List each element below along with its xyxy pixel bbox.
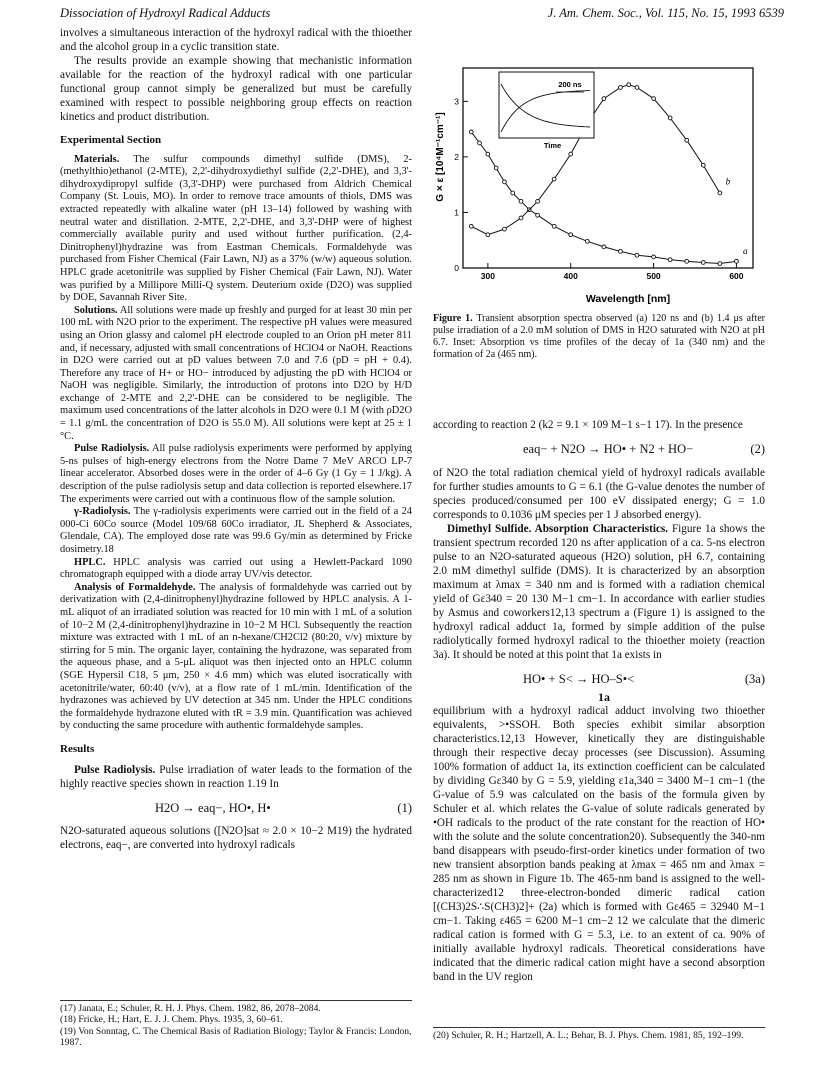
right-cont-paragraph: according to reaction 2 (k2 = 9.1 × 109 M−1 s−1 17). In the presence (433, 419, 743, 431)
inset-time-label: Time (543, 141, 562, 150)
left-column (60, 26, 412, 852)
equation-3a-label: 1a (598, 690, 610, 705)
curve-a-label: a (743, 246, 748, 257)
running-header-right: J. Am. Chem. Soc., Vol. 115, No. 15, 1993 6539 (547, 6, 784, 20)
equilibrium-paragraph: equilibrium with a hydroxyl radical adduct involving two thioether equivalents, >•SSOH. Both species exhibit similar absorption characteristics.12,13 However, kinetically they are distinguishable through their respective decay processes (see Discussion). Assuming 100% formation of adduct 1a, its extinction coefficient can be calculated by dividing Gε340 by G = 5.9, yielding ε1a,340 = 3400 M−1 cm−1 (the G-value of 5.9 was calculated on the basis of the formula given by Schuler et al. which relates the G-value of solute radicals generated by •OH radicals to the product of the rate constant for the reaction of HO• with the solute and the solute concentration20). Subsequently the 340-nm band disappears with pseudo-first-order kinetics under formation of two new transient absorption bands peaking at λmax = 465 nm and λmax = 285 nm as shown in Figure 1b. The 465-nm band is assigned to the well-characterized12 three-electron-bonded dimeric radical cation [(CH3)2S∴S(CH3)2]+ (2a) which is formed with Gε465 = 32940 M−1 cm−1. Taking ε465 = 6200 M−1 cm−2 12 we calculate that the dimeric radical cation is formed with G = 5.3, i.e. to an extent of ca. 90% of initially available hydroxyl radicals. Theoretical considerations have indicated that the dimeric radical cation might have a second absorption band in the UV region (433, 704, 765, 983)
data-point-a (668, 258, 672, 262)
footnotes-right (433, 1027, 765, 1041)
data-point-b (635, 86, 639, 90)
data-point-b (569, 152, 573, 156)
figure-1-chart (433, 62, 765, 307)
equation-1 (60, 802, 412, 815)
footnote-18: (18) Fricke, H.; Hart, E. J. J. Chem. Phys. 1935, 3, 60–61. (60, 1014, 283, 1026)
experimental-heading: Experimental Section (60, 134, 162, 146)
pulse-text: All pulse radiolysis experiments were performed by applying 5-ns pulses of high-energy electrons from the Notre Dame 7 MeV ARCO LP-7 linear accelerator. Absorbed doses were in the order of 4–6 Gy (1 Gy = 1 J/kg). A description of the pulse radiolysis setup and data collection is reported elsewhere.17 The experiments were carried out with a continuous flow of the sample solution. (60, 443, 412, 505)
y-tick-label: 2 (454, 151, 459, 162)
data-point-b (668, 116, 672, 120)
data-point-b (469, 224, 473, 228)
data-point-b (619, 86, 623, 90)
hplc-head: HPLC. (74, 556, 106, 568)
data-point-b (652, 97, 656, 101)
data-point-b (486, 233, 490, 237)
pulse-paragraph (60, 443, 412, 506)
data-point-a (635, 253, 639, 257)
intro-paragraph-2: The results provide an example showing that mechanistic information available for the reaction of the hydroxyl radical with one particular functional group cannot simply be generalized but must be carefully examined with respect to possible neighboring group effects on reaction kinetics and product distribution. (60, 55, 412, 123)
formaldehyde-text: The analysis of formaldehyde was carried out by derivatization with (2,4-dinitrophenyl)hydrazine followed by HPLC analysis. A 1-mL aliquot of an irradiated solution was reacted for 10 min with 1 mL of a solution of 10−2 M (2,4-dinitrophenyl)hydrazine in 10−2 M HCl. Subsequently the reaction mixture was extracted with 1 mL of an n-hexane/CH2Cl2 (80:20, v/v) mixture by stirring for 5 min. The organic layer, containing the hydrazone, was separated from the aqueous phase, and a 5-μL aliquot was then injected onto an HPLC column (SGE Hypersil C18, 5 μm, 250 × 4.6 mm) which was eluted isocratically with acetonitrile/water, 60:40 (v/v), at a flow rate of 1 mL/min. Identification of the hydrazones was achieved by UV detection at 345 nm. Under the HPLC conditions the formaldehyde hydrazone eluted with tR = 3.9 min. Quantification was achieved by conducting the same procedure with authentic formaldehyde samples. (60, 581, 412, 732)
equation-2-number: (2) (750, 442, 765, 456)
equation-2 (433, 443, 765, 456)
g-value-paragraph: of N2O the total radiation chemical yield of hydroxyl radicals available for further studies amounts to G = 6.1 (the G-value denotes the number of species produced/consumed per 100 eV dissipated energy; G = 1.0 corresponds to 0.1036 μM species per 1 J absorbed energy). (433, 466, 765, 521)
materials-head: Materials. (74, 153, 120, 165)
results-head: Pulse Radiolysis. (74, 763, 156, 776)
data-point-a (478, 141, 482, 145)
equation-3a (433, 673, 765, 686)
plot-area (454, 68, 753, 281)
after-eq1-paragraph: N2O-saturated aqueous solutions ([N2O]sat ≈ 2.0 × 10−2 M19) the hydrated electrons, eaq−, are converted into hydroxyl radicals (60, 825, 412, 852)
data-point-a (503, 180, 507, 184)
materials-paragraph (60, 154, 412, 305)
data-point-b (718, 191, 722, 195)
x-axis-label: Wavelength [nm] (585, 293, 671, 305)
equation-3a-body: HO• + S< → HO–S•< (523, 671, 635, 686)
footnote-20: (20) Schuler, R. H.; Hartzell, A. L.; Behar, B. J. Phys. Chem. 1981, 85, 192–199. (433, 1030, 744, 1041)
data-point-b (536, 199, 540, 203)
data-point-a (469, 130, 473, 134)
figure-1-caption (433, 313, 765, 361)
gamma-text: The γ-radiolysis experiments were carried out in the field of a 24 000-Ci 60Co source (Model 109/68 60Co irradiator, JL Shepherd & Associates, Glendale, CA). The employed dose rate was 99.6 Gy/min as determined by Fricke dosimetry.18 (60, 506, 412, 555)
running-header-left: Dissociation of Hydroxyl Radical Adducts (60, 6, 271, 20)
solutions-text: All solutions were made up freshly and purged for at least 30 min per 100 mL with N2O prior to the experiment. The respective pH values were measured using an Orion glassy and calomel pH electrode coupled to an Orion pH meter 811 and, if necessary, adjusted with small concentrations of HClO4 or NaOH. Reactions in D2O were carried out at pD values between 7.0 and 7.6 (pD = pH + 0.4). Therefore any trace of H+ or HO− introduced by adjusting the pD with HClO4 or NaOH was negligible. Similarly, the introduction of protons into D2O by H/D exchange of 2-MTE and 2,2'-DHE can be considered to be negligible. The maximum used concentrations of the latter alcohols in D2O were 0.1 M (with ρD2O = 1.1 g/mL the concentration of D2O is 55.0 M). All solutions were kept at 25 ± 1 °C. (60, 304, 412, 442)
data-point-a (735, 259, 739, 263)
equation-1-number: (1) (397, 800, 412, 815)
x-tick-label: 500 (646, 271, 661, 281)
x-tick-label: 400 (563, 271, 578, 281)
equation-1-body: H2O → eaq−, HO•, H• (155, 800, 271, 815)
right-column (433, 418, 765, 984)
data-point-b (627, 83, 631, 87)
y-tick-label: 1 (454, 207, 459, 218)
pulse-head: Pulse Radiolysis. (74, 443, 150, 455)
data-point-a (652, 255, 656, 259)
y-axis-label: G × ε [10⁴M⁻¹cm⁻¹] (435, 112, 446, 202)
data-point-a (511, 191, 515, 195)
data-point-a (585, 239, 589, 243)
equation-3a-number: (3a) (744, 671, 765, 686)
dms-paragraph (433, 522, 765, 662)
data-point-a (536, 213, 540, 217)
data-point-a (552, 224, 556, 228)
footnote-17: (17) Janata, E.; Schuler, R. H. J. Phys. Chem. 1982, 86, 2078–2084. (60, 1003, 321, 1014)
hplc-text: HPLC analysis was carried out using a Hewlett-Packard 1090 chromatograph equipped with a diode array UV/vis detector. (60, 556, 412, 581)
data-point-b (701, 163, 705, 167)
results-text: Pulse irradiation of water leads to the formation of the highly reactive species shown in reaction 1.19 In (60, 763, 412, 790)
dms-head: Dimethyl Sulfide. Absorption Characteristics. (447, 522, 669, 535)
intro-paragraph-1: involves a simultaneous interaction of the hydroxyl radical with the thioether and the alcohol group in a cyclic transition state. (60, 27, 412, 53)
data-point-a (685, 259, 689, 263)
series-line-a (471, 132, 736, 264)
footnotes-left (60, 1000, 412, 1049)
solutions-head: Solutions. (74, 304, 118, 316)
y-tick-label: 0 (454, 263, 459, 273)
data-point-a (519, 199, 523, 203)
data-point-b (602, 97, 606, 101)
equation-2-body: eaq− + N2O → HO• + N2 + HO− (523, 442, 694, 456)
data-point-a (602, 245, 606, 249)
formaldehyde-paragraph (60, 582, 412, 733)
caption-head: Figure 1. (433, 313, 473, 324)
formaldehyde-head: Analysis of Formaldehyde. (74, 581, 196, 593)
x-tick-label: 300 (480, 271, 495, 281)
materials-text: The sulfur compounds dimethyl sulfide (DMS), 2-(methylthio)ethanol (2-MTE), 2,2'-dihydroxydiethyl sulfide (2,2'-DHE), and 3,3'-dihydroxydipropyl sulfide (3,3'-DHP) were purchased from Aldrich Chemical Company (St. Louis, MO). In order to remove trace amounts of thiols, DMS was extracted repeatedly with alkaline water (pH 13–14) followed by washing with neutral water and distillation. 2-MTE, 2,2'-DHE, and 3,3'-DHP were of highest commercially available purity and used without further purification. (2,4-Dinitrophenyl)hydrazine was from Eastman Chemicals. Formaldehyde was purchased from Fisher Chemical (Fair Lawn, NJ) as a 37% (w/w) aqueous solution. HPLC grade acetonitrile was supplied by Fisher Chemical (Fair Lawn, NJ). Water was purified by a Millipore Milli-Q system. Deuterium oxide (D2O) was supplied by DOE, Savannah River Site. (60, 153, 412, 304)
data-point-a (718, 262, 722, 266)
curve-b-label: b (725, 176, 731, 187)
hplc-paragraph (60, 557, 412, 582)
data-point-b (519, 216, 523, 220)
results-heading: Results (60, 742, 95, 755)
data-point-a (569, 233, 573, 237)
results-paragraph (60, 763, 412, 791)
data-point-a (701, 261, 705, 265)
caption-text: Transient absorption spectra observed (a) 120 ns and (b) 1.4 μs after pulse irradiation of a 2.0 mM solution of DMS in H2O saturated with N2O at pH 6.7. Inset: Absorption vs time profiles of the decay of 1a (340 nm) and the formation of 2a (465 nm). (433, 313, 765, 360)
solutions-paragraph (60, 305, 412, 444)
y-tick-label: 3 (454, 96, 459, 107)
inset-scale-label: 200 ns (558, 80, 582, 89)
gamma-paragraph (60, 506, 412, 556)
data-point-a (494, 166, 498, 170)
dms-text: Figure 1a shows the transient spectrum recorded 120 ns after application of a ca. 5-ns electron pulse to an N2O-saturated aqueous (H2O) solution, pH 6.7, containing 2.0 mM dimethyl sulfide (DMS). It is characterized by an absorption maximum at λmax = 340 nm and is formed with a radiation chemical yield of Gε340 = 20 130 M−1 cm−1. In accordance with earlier studies by Asmus and coworkers12,13 spectrum a (Figure 1) is assigned to the hydroxyl radical adduct 1a, formed by simple addition of the pulse radiolytically formed hydroxyl radical to the thioether moiety (reaction 3a). It should be noted at this point that 1a exists in (433, 522, 765, 661)
x-tick-label: 600 (729, 271, 744, 281)
data-point-a (486, 152, 490, 156)
data-point-b (552, 177, 556, 181)
data-point-b (503, 227, 507, 231)
gamma-head: γ-Radiolysis. (74, 506, 131, 518)
data-point-a (619, 249, 623, 253)
data-point-b (685, 138, 689, 142)
footnote-19: (19) Von Sonntag, C. The Chemical Basis of Radiation Biology; Taylor & Francis: London, 1987. (60, 1025, 412, 1049)
